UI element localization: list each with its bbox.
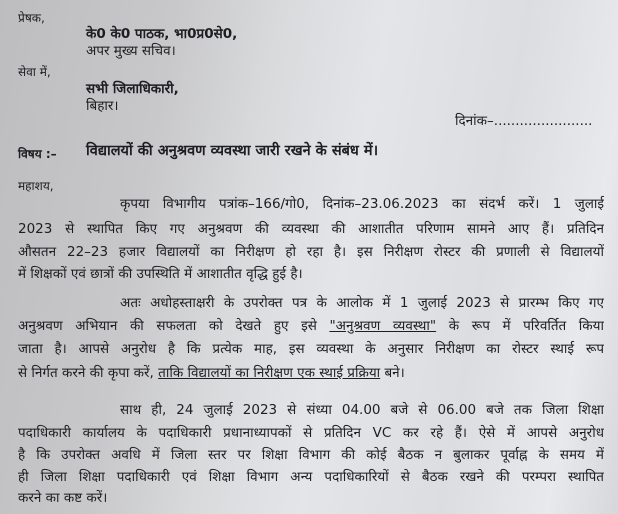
text-run: के रूप में परिवर्तित किया bbox=[448, 318, 604, 334]
recipient: सभी जिलाधिकारी, bbox=[86, 81, 179, 97]
paragraph-line: है कि उपरोक्त अवधि में जिला स्तर पर शिक्षा विभाग की कोई बैठक न बुलाकर पूर्वाह्न के समय में bbox=[18, 447, 604, 463]
paragraph-line: अतः अधोहस्ताक्षरी के उपरोक्त पत्र के आलोक में 1 जुलाई 2023 से प्रारम्भ किए गए bbox=[120, 295, 604, 311]
paragraph-line: ही जिला शिक्षा पदाधिकारी एवं शिक्षा विभाग अन्य पदाधिकारियों से बैठक रखने की परम्परा स्थापित bbox=[18, 469, 604, 485]
paragraph-line: औसतन 22–23 हजार विद्यालयों का निरीक्षण हो रहा है। इस निरीक्षण रोस्टर की प्रणाली से विद्यालयों bbox=[18, 244, 604, 260]
subject-label: विषय :– bbox=[18, 147, 57, 161]
sender-title: अपर मुख्य सचिव। bbox=[86, 43, 176, 59]
paragraph-line: पदाधिकारी कार्यालय के पदाधिकारी प्रधानाध्यापकों से प्रतिदिन VC कर रहे हैं। ऐसे में आपसे अनुरोध bbox=[18, 425, 604, 441]
sender-name: के0 के0 पाठक, भा0प्र0से0, bbox=[86, 26, 238, 42]
date-label: दिनांक–....................... bbox=[455, 113, 593, 129]
recipient-state: बिहार। bbox=[86, 98, 119, 114]
to-label: सेवा में, bbox=[18, 65, 51, 79]
paragraph-line: साथ ही, 24 जुलाई 2023 से संध्या 04.00 बजे से 06.00 बजे तक जिला शिक्षा bbox=[120, 402, 604, 418]
paragraph-line: करने का कष्ट करें। bbox=[18, 490, 108, 506]
paragraph-line: में शिक्षकों एवं छात्रों की उपस्थिति में आशातीत वृद्धि हुई है। bbox=[18, 266, 303, 282]
text-run: बने। bbox=[384, 365, 405, 381]
text-run: से निर्गत करने की कृपा करें, bbox=[18, 365, 154, 381]
sender-label: प्रेषक, bbox=[18, 11, 45, 25]
underlined-phrase: ताकि विद्यालयों का निरीक्षण एक स्थाई प्रक्रिया bbox=[158, 365, 381, 381]
paragraph-line bbox=[18, 317, 604, 335]
salutation: महाशय, bbox=[18, 179, 54, 193]
paragraph-line: कृपया विभागीय पत्रांक–166/गो0, दिनांक–23.06.2023 का संदर्भ करें। 1 जुलाई bbox=[120, 196, 604, 212]
paragraph-line: जाता है। आपसे अनुरोध है कि प्रत्येक माह, इस व्यवस्था के अनुसार निरीक्षण का रोस्टर स्थाई रूप bbox=[18, 341, 604, 357]
paragraph-line bbox=[18, 364, 405, 382]
subject-text: विद्यालयों की अनुश्रवण व्यवस्था जारी रखने के संबंध में। bbox=[86, 143, 379, 159]
paragraph-line: 2023 से स्थापित किए गए अनुश्रवण की व्यवस्था की आशातीत परिणाम सामने आए हैं। प्रतिदिन bbox=[18, 221, 604, 237]
underlined-term: "अनुश्रवण व्यवस्था" bbox=[329, 318, 437, 334]
text-run: अनुश्रवण अभियान की सफलता को देखते हुए इसे bbox=[18, 318, 317, 334]
